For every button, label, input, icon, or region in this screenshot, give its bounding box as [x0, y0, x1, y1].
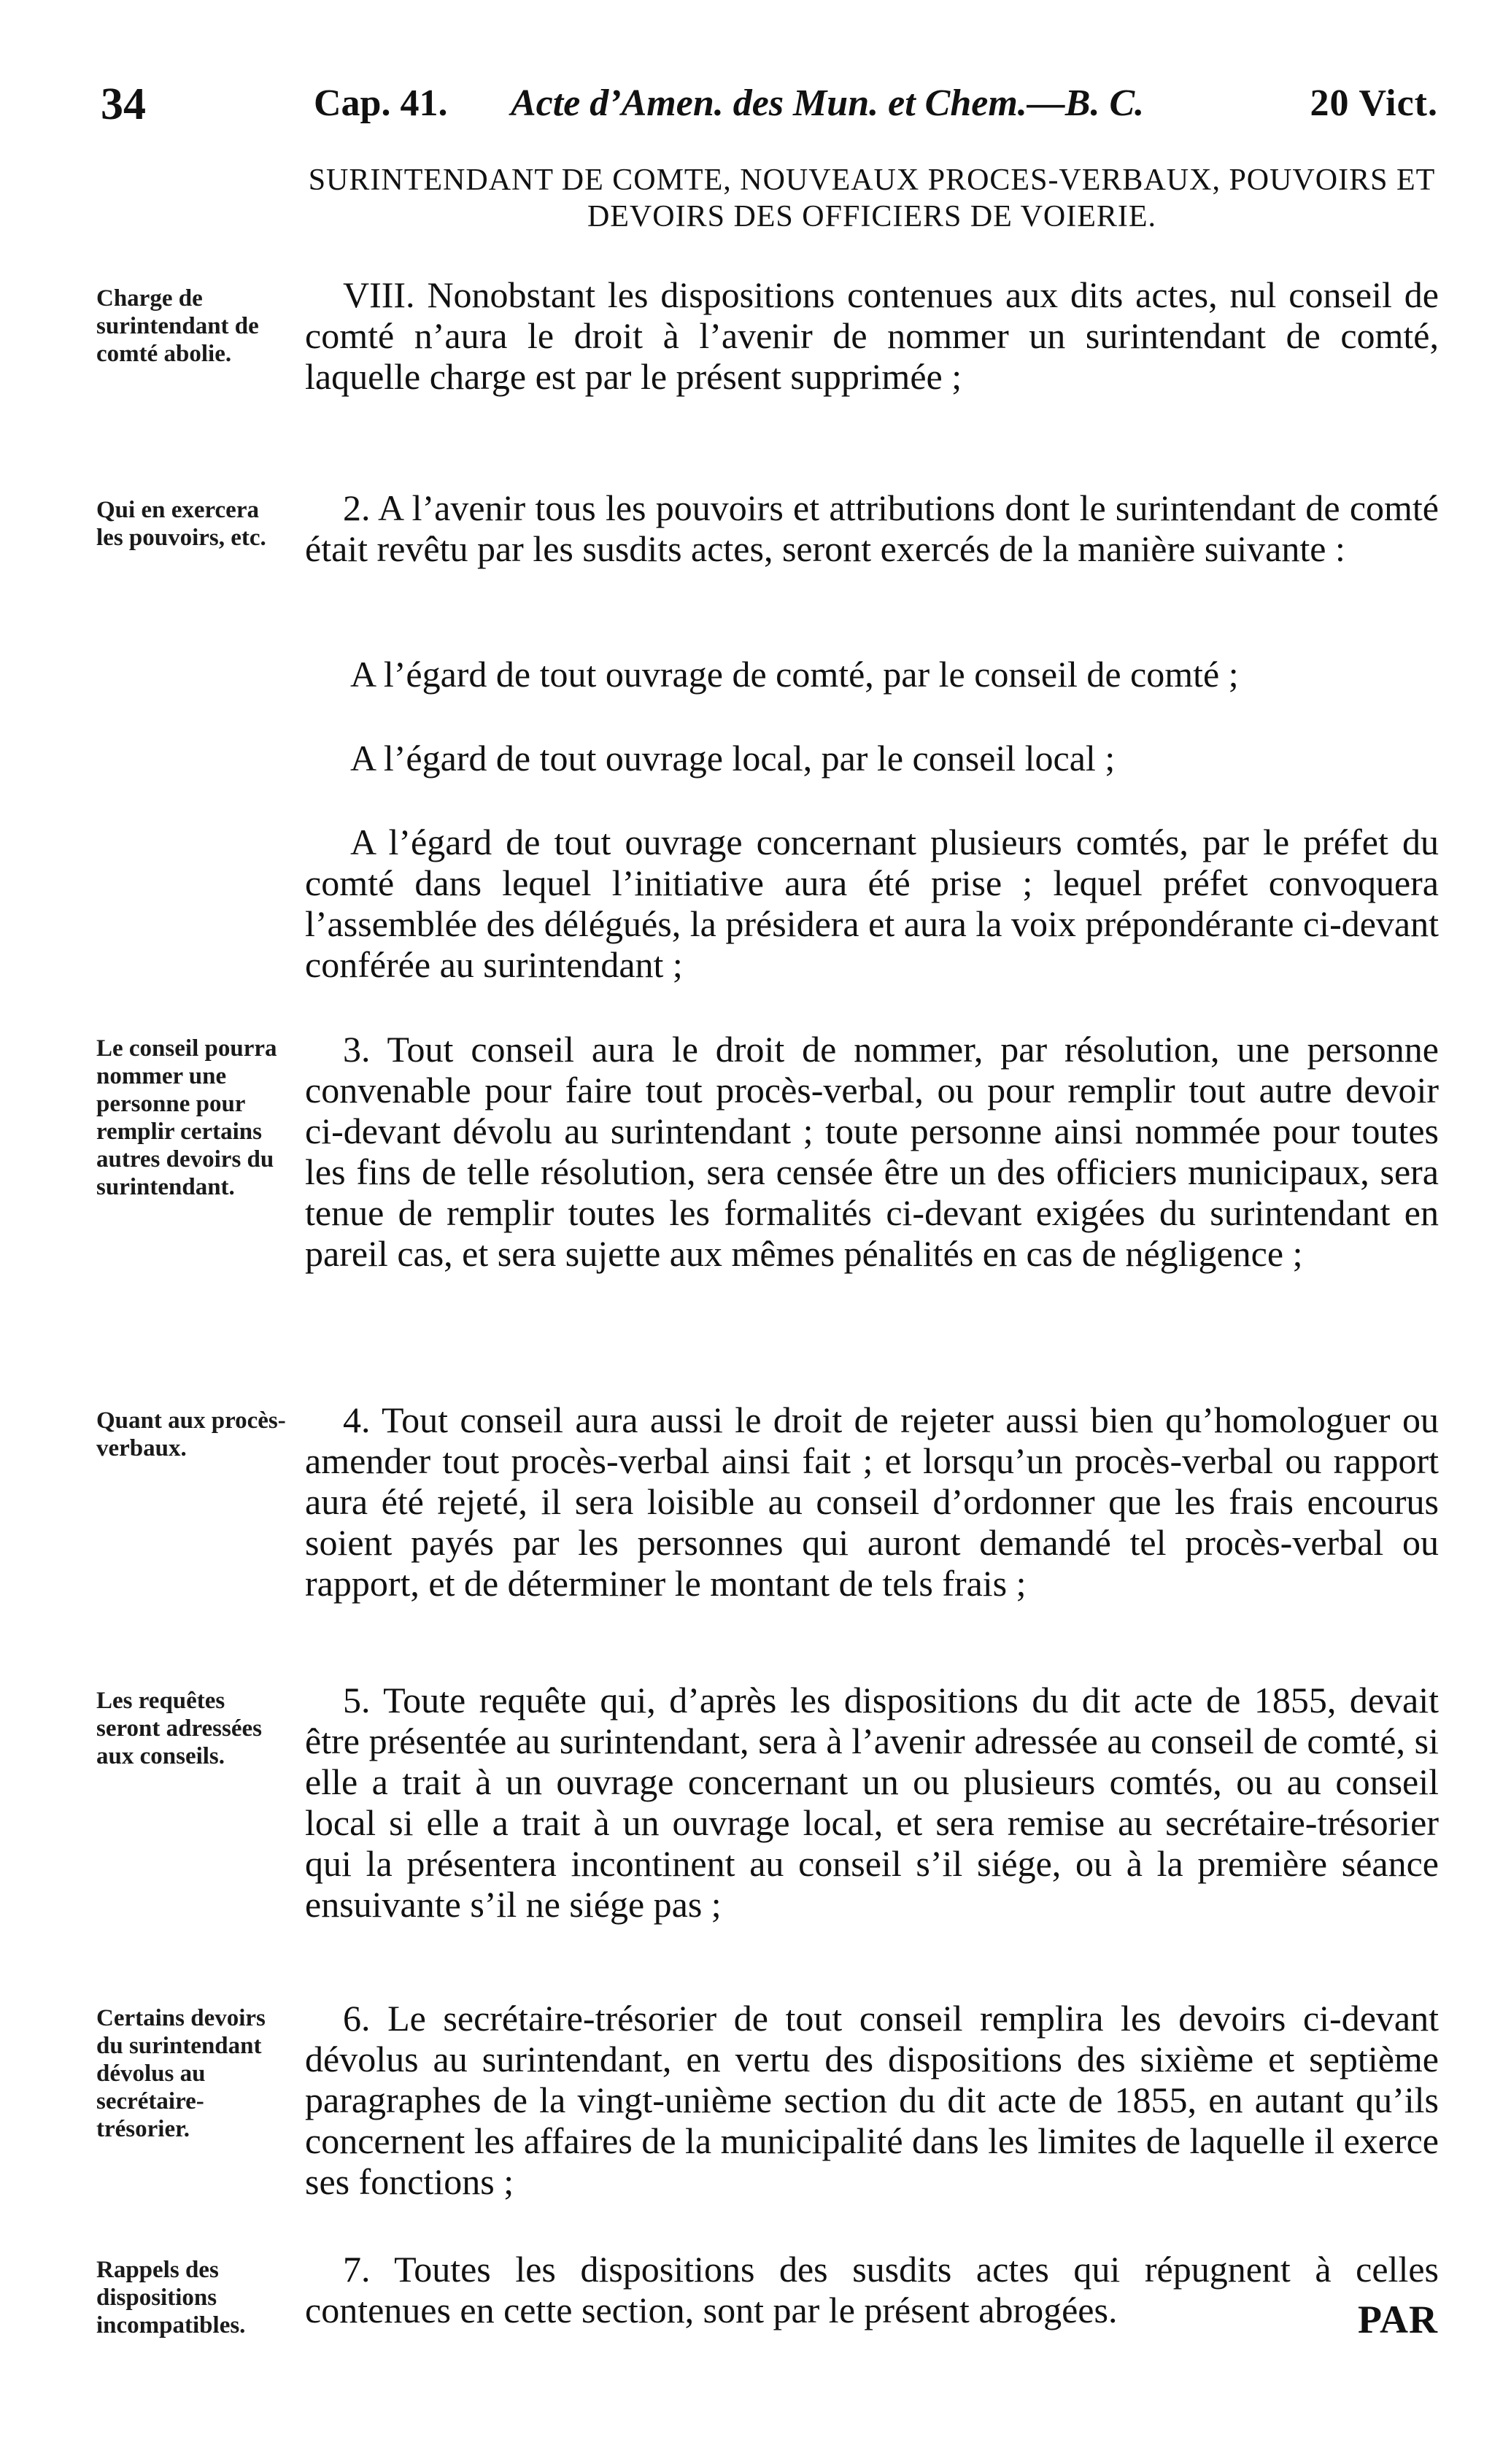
paragraph-section-viii: VIII. Nonobstant les dispositions contenues aux dits actes, nul conseil de comté n’aura le droit à l’avenir de nommer un surintendant de comté, laquelle charge est par le présent supprimée ;	[305, 274, 1439, 397]
paragraph-2: 2. A l’avenir tous les pouvoirs et attributions dont le surintendant de comté était revêtu par les susdits actes, seront exercés de la manière suivante :	[305, 487, 1439, 569]
paragraph-7: 7. Toutes les dispositions des susdits actes qui répugnent à celles contenues en cette section, sont par le présent abrogées.	[305, 2249, 1439, 2330]
paragraph-multi-county-works: A l’égard de tout ouvrage concernant plusieurs comtés, par le préfet du comté dans lequel l’initiative aura été prise ; lequel préfet convoquera l’assemblée des délégués, la présidera et aura la voix prépondérante ci-devant conférée au surintendant ;	[305, 822, 1439, 985]
paragraph-local-works: A l’égard de tout ouvrage local, par le conseil local ;	[350, 738, 1116, 779]
margin-note: Quant aux procès-verbaux.	[96, 1407, 286, 1461]
paragraph-6: 6. Le secrétaire-trésorier de tout conseil remplira les devoirs ci-devant dévolus au surintendant, en vertu des dispositions des sixième et septième paragraphes de la vingt-unième section du dit acte de 1855, en autant qu’ils concernent les affaires de la municipalité dans les limites de laquelle il exerce ses fonctions ;	[305, 1998, 1439, 2202]
paragraph-4: 4. Tout conseil aura aussi le droit de rejeter aussi bien qu’homologuer ou amender tout procès-verbal ainsi fait ; et lorsqu’un procès-verbal ou rapport aura été rejeté, il sera loisible au conseil d’ordonner que les frais encourus soient payés par les personnes qui auront demandé tel procès-verbal ou rapport, et de déterminer le montant de tels frais ;	[305, 1399, 1439, 1604]
header-chapter: Cap. 41.	[314, 82, 448, 124]
section-heading: SURINTENDANT DE COMTE, NOUVEAUX PROCES-VERBAUX, POUVOIRS ET DEVOIRS DES OFFICIERS DE VOIERIE.	[308, 163, 1436, 233]
margin-note: Rappels des dispositions incompatibles.	[96, 2257, 246, 2339]
margin-note: Les requêtes seront adressées aux conseils.	[96, 1688, 263, 1769]
margin-note: Charge de surintendant de comté abolie.	[96, 285, 259, 367]
paragraph-county-works: A l’égard de tout ouvrage de comté, par le conseil de comté ;	[350, 654, 1239, 695]
paragraph-3: 3. Tout conseil aura le droit de nommer, par résolution, une personne convenable pour faire tout procès-verbal, ou pour remplir tout autre devoir ci-devant dévolu au surintendant ; toute personne ainsi nommée pour toutes les fins de telle résolution, sera censée être un des officiers municipaux, sera tenue de remplir toutes les formalités ci-devant exigées du surintendant en pareil cas, et sera sujette aux mêmes pénalités en cas de négligence ;	[305, 1029, 1439, 1274]
header-act-title: Acte d’Amen. des Mun. et Chem.—B. C.	[511, 82, 1145, 124]
header-regnal-year: 20 Vict.	[1310, 82, 1438, 124]
page-number: 34	[101, 80, 146, 129]
paragraph-5: 5. Toute requête qui, d’après les dispositions du dit acte de 1855, devait être présentée au surintendant, sera à l’avenir adressée au conseil de comté, si elle a trait à un ouvrage concernant un ou plusieurs comtés, ou au conseil local si elle a trait à un ouvrage local, et sera remise au secrétaire-trésorier qui la présentera incontinent au conseil s’il siége, ou à la première séance ensuivante s’il ne siége pas ;	[305, 1680, 1439, 1925]
catchword: PAR	[1358, 2298, 1438, 2341]
margin-note: Le conseil pourra nommer une personne pour remplir certains autres devoirs du surintendant.	[96, 1035, 277, 1200]
margin-note: Qui en exercera les pouvoirs, etc.	[96, 497, 266, 551]
margin-note: Certains devoirs du surintendant dévolus au secrétaire-trésorier.	[96, 2005, 266, 2142]
